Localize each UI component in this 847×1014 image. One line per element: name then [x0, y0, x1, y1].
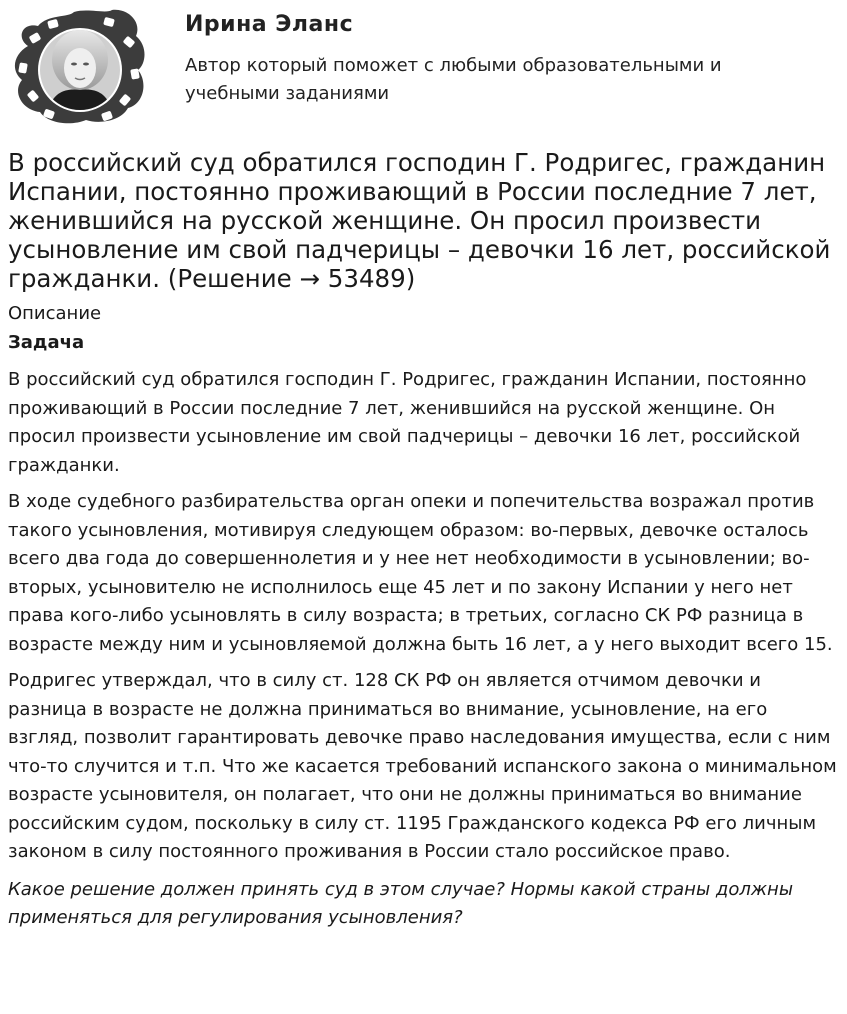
film-reel-frame-icon: [8, 8, 152, 126]
task-question: Какое решение должен принять суд в этом случае? Нормы какой страны должны применяться для регулирования усыновления?: [8, 878, 794, 928]
task-title: В российский суд обратился господин Г. Родригес, гражданин Испании, постоянно проживающий в России последние 7 лет, женившийся на русской женщине. Он просил произвести усыновление им свой падчерицы – девочки 16 лет, российской гражданки. (Решение → 53489): [8, 148, 831, 293]
author-name[interactable]: Ирина Эланс: [185, 12, 354, 37]
description-label: Описание: [8, 303, 102, 324]
task-paragraph: В российский суд обратился господин Г. Родригес, гражданин Испании, постоянно проживающий в России последние 7 лет, женившийся на русской женщине. Он просил произвести усыновление им свой падчерицы – девочки 16 лет, российской гражданки.: [8, 369, 807, 476]
author-avatar[interactable]: [8, 8, 152, 126]
author-card: [0, 0, 847, 138]
task-content: [0, 148, 847, 933]
task-paragraph: Родригес утверждал, что в силу ст. 128 СК РФ он является отчимом девочки и разница в возрасте не должна приниматься во внимание, усыновление, на его взгляд, позволит гарантировать девочке право наследования имущества, если с ним что-то случится и т.п. Что же касается требований испанского закона о минимальном возрасте усыновителя, он полагает, что они не должны приниматься во внимание российским судом, поскольку в силу ст. 1195 Гражданского кодекса РФ его личным законом в силу постоянного проживания в России стало российское право.: [8, 670, 837, 862]
task-paragraph: В ходе судебного разбирательства орган опеки и попечительства возражал против такого усыновления, мотивируя следующем образом: во-первых, девочке осталось всего два года до совершеннолетия и у нее нет необходимости в усыновлении; во-вторых, усыновителю не исполнилось еще 45 лет и по закону Испании у него нет права кого-либо усыновлять в силу возраста; в третьих, согласно СК РФ разница в возрасте между ним и усыновляемой должна быть 16 лет, а у него выходит всего 15.: [8, 491, 833, 655]
author-description: Автор который поможет с любыми образовательными и учебными заданиями: [185, 55, 722, 104]
task-label: Задача: [8, 332, 85, 353]
